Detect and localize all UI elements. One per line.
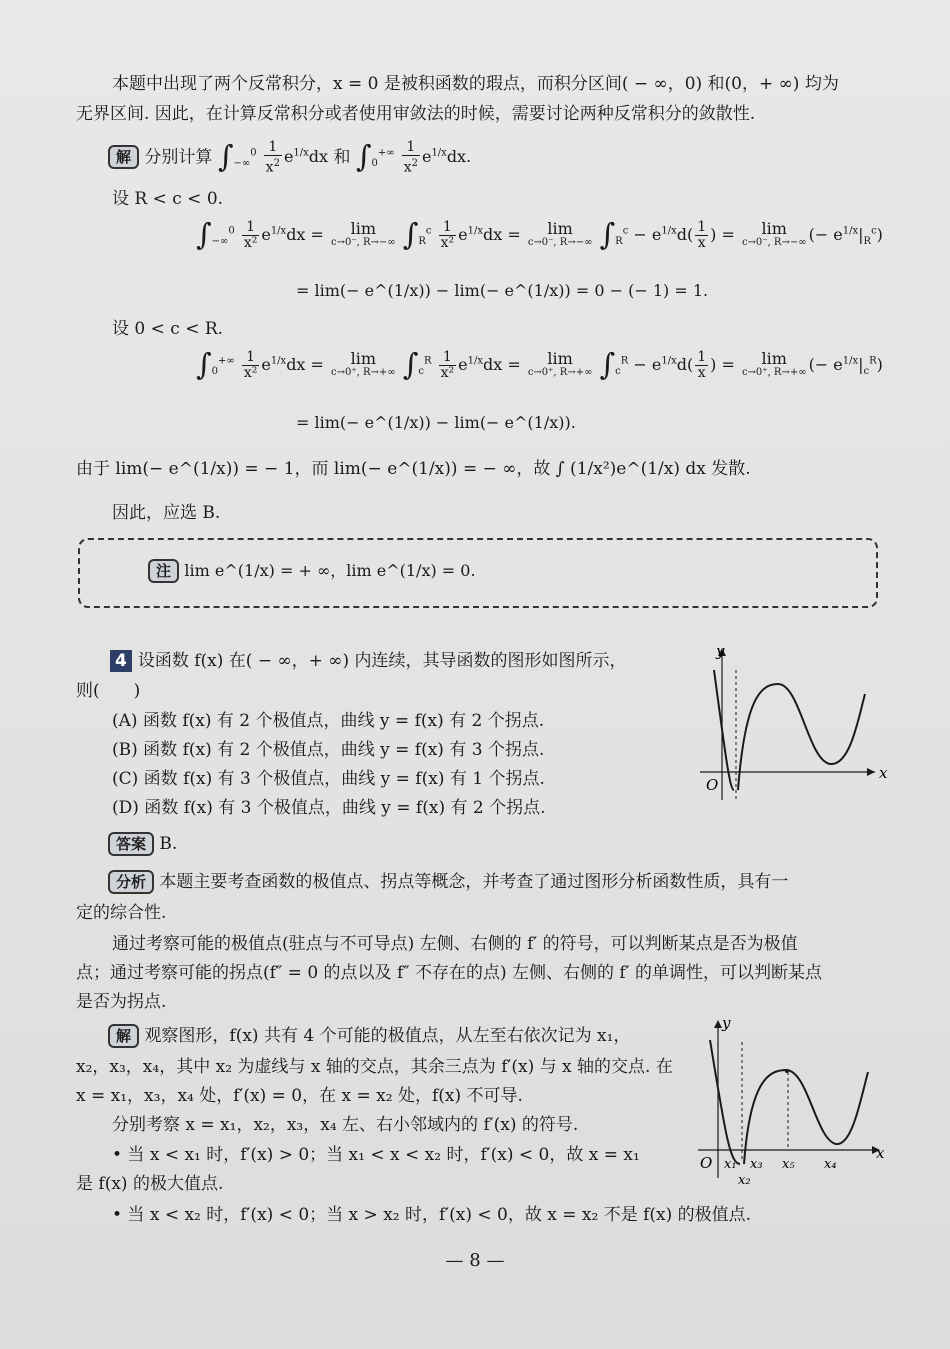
solution-badge: 解 [108,145,139,169]
case2-line: 设 0 < c < R. [112,319,224,339]
analysis-line-5: 是否为拐点. [76,992,167,1012]
analysis-line-2: 定的综合性. [76,903,167,923]
divergence-conclusion: 由于 lim(− e^(1/x)) = − 1，而 lim(− e^(1/x)) = − ∞，故 ∫ (1/x²)e^(1/x) dx 发散. [76,459,751,479]
analysis-text-1: 本题主要考查函数的极值点、拐点等概念，并考查了通过图形分析函数性质，具有一 [159,872,789,892]
note-line [148,559,476,583]
sol4-line-1 [108,1024,630,1048]
calc-and: 和 [333,147,351,168]
question-number: 4 [110,650,132,672]
analysis-line-4: 点；通过考察可能的拐点(f″ = 0 的点以及 f″ 不存在的点) 左侧、右侧的 f′ 的单调性，可以判断某点 [76,963,822,983]
equation-2-rhs: = lim(− e^(1/x)) − lim(− e^(1/x)). [296,413,576,432]
case1-line: 设 R < c < 0. [112,189,224,209]
analysis-line-1 [108,870,788,894]
graph1-origin: O [706,776,719,794]
answer-line [108,832,177,856]
sol4-line-5: • 当 x < x₁ 时，f′(x) > 0；当 x₁ < x < x₂ 时，f′(x) < 0，故 x = x₁ [112,1145,640,1165]
answer-value: B. [159,834,178,854]
graph2-x-label: x [876,1144,885,1162]
solution4-badge: 解 [108,1024,139,1048]
intro-line-2: 无界区间. 因此，在计算反常积分或者使用审敛法的时候，需要讨论两种反常积分的敛散性. [76,104,756,124]
sol4-line-2: x₂，x₃，x₄，其中 x₂ 为虚线与 x 轴的交点，其余三点为 f′(x) 与 x 轴的交点. 在 [76,1057,673,1077]
sol4-line-3: x = x₁，x₃，x₄ 处，f′(x) = 0，在 x = x₂ 处，f(x) 不可导. [76,1086,523,1106]
derivative-graph-1 [690,640,890,805]
graph2-x5: x₅ [782,1157,795,1172]
page-number: — 8 — [445,1250,505,1271]
sol4-line-6: 是 f(x) 的极大值点. [76,1174,224,1194]
analysis-badge: 分析 [108,870,154,894]
graph2-x4: x₄ [824,1157,837,1172]
question-4-stem-2: 则( ) [76,681,141,701]
intro-line-1: 本题中出现了两个反常积分，x = 0 是被积函数的瑕点，而积分区间( − ∞，0) 和(0，+ ∞) 均为 [112,74,839,94]
graph2-x3: x₃ [750,1157,763,1172]
graph2-x1: x₁ [724,1157,737,1172]
graph1-y-label: y [716,642,725,660]
answer-badge: 答案 [108,832,154,856]
choose-b: 因此，应选 B. [112,503,221,523]
option-b: (B) 函数 f(x) 有 2 个极值点，曲线 y = f(x) 有 3 个拐点. [112,740,545,760]
graph2-x2: x₂ [738,1173,751,1188]
graph2-origin: O [700,1154,713,1172]
solution-calc-line: 解 分别计算 $\int_{-\infty}^0$ $\frac{1}{x^2}$ $e^{1/x}dx$ 和 $\int_0^{+\infty}$ $\frac{1}{x^2}$ $e^{1/x}dx$. [108,140,471,176]
note-badge: 注 [148,559,179,583]
equation-1-rhs: = lim(− e^(1/x)) − lim(− e^(1/x)) = 0 − (− 1) = 1. [296,281,709,300]
option-a: (A) 函数 f(x) 有 2 个极值点，曲线 y = f(x) 有 2 个拐点. [112,711,545,731]
sol4-line-4: 分别考察 x = x₁，x₂，x₃，x₄ 左、右小邻域内的 f′(x) 的符号. [112,1115,579,1135]
derivative-graph-2 [690,1012,890,1192]
calc-prefix: 分别计算 [144,147,213,168]
note-formula: lim e^(1/x) = + ∞，lim e^(1/x) = 0. [184,561,476,580]
equation-2: $\int_0^{+\infty}$ $\frac{1}{\text{x²}}$ $e^{1/x}dx$ = lim c→0⁺, R→+∞ $\int_c^R$ $\frac{1}{\text{x²}}$ $e^{1/x}dx$ = lim c→0⁺, R→+∞ $\int_c^R - e^{1/x}d$( $\frac{1}{x}$ ) = lim c→0⁺, R→+∞ (− $e^{1/x}|_c^R$) [196,347,883,383]
sol4-text-1: 观察图形，f(x) 共有 4 个可能的极值点，从左至右依次记为 x₁， [144,1026,631,1046]
graph2-y-label: y [722,1014,731,1032]
option-d: (D) 函数 f(x) 有 3 个极值点，曲线 y = f(x) 有 2 个拐点. [112,798,546,818]
question-4-stem [110,650,627,672]
graph1-x-label: x [879,764,888,782]
analysis-line-3: 通过考察可能的极值点(驻点与不可导点) 左侧、右侧的 f′ 的符号，可以判断某点是否为极值 [112,934,798,954]
equation-1: $\int_{-\infty}^0$ $\frac{1}{\text{x²}}$ $e^{1/x}dx$ = lim c→0⁻, R→−∞ $\int_R^c$ $\frac{1}{\text{x²}}$ $e^{1/x}dx$ = lim c→0⁻, R→−∞ $\int_R^c - e^{1/x}d$( $\frac{1}{x}$ ) = lim c→0⁻, R→−∞ (− $e^{1/x}|_R^c$) [196,217,883,253]
sol4-line-7: • 当 x < x₂ 时，f′(x) < 0；当 x > x₂ 时，f′(x) < 0，故 x = x₂ 不是 f(x) 的极值点. [112,1205,752,1225]
question-4-stem-text: 设函数 f(x) 在( − ∞，+ ∞) 内连续，其导函数的图形如图所示， [137,651,627,671]
option-c: (C) 函数 f(x) 有 3 个极值点，曲线 y = f(x) 有 1 个拐点. [112,769,545,789]
